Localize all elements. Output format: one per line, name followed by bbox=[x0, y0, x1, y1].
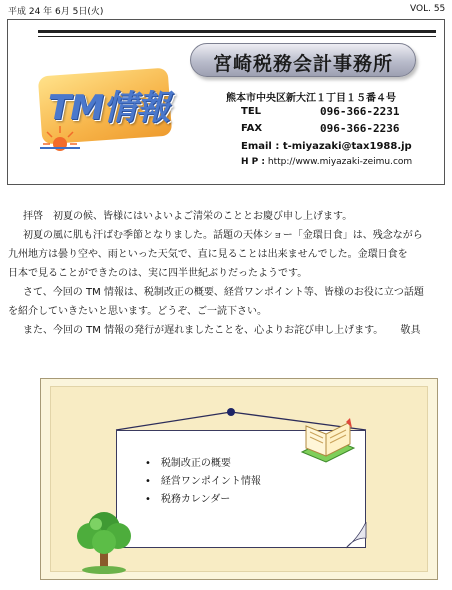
office-name: 宮崎税務会計事務所 bbox=[212, 53, 393, 75]
homepage-url[interactable]: http://www.miyazaki-zeimu.com bbox=[267, 157, 413, 167]
letter-line bbox=[8, 321, 444, 340]
letter-line: 拝啓 初夏の候、皆様にはいよいよご清栄のこととお慶び申し上げます。 bbox=[23, 211, 353, 222]
homepage-label: H P : bbox=[241, 157, 265, 167]
page-curl-icon bbox=[340, 520, 368, 550]
issue-date: 平成 24 年 6月 5日(火) bbox=[8, 7, 104, 17]
letter-line: 九州地方は曇り空や、雨といった天気で、直に見ることは出来ませんでした。金環日食を bbox=[8, 249, 408, 260]
fax-number: 096-366-2236 bbox=[320, 122, 400, 135]
letter-line: 日本で見ることができたのは、実に四半世紀ぶりだったようです。 bbox=[8, 268, 308, 279]
masthead-rule-thick bbox=[38, 30, 436, 33]
email-address[interactable]: Email : t-miyazaki@tax1988.jp bbox=[241, 141, 412, 152]
volume-number: VOL. 55 bbox=[410, 4, 446, 14]
letter-line: さて、今回の TM 情報は、税制改正の概要、経営ワンポイント等、皆様のお役に立つ話題 bbox=[23, 287, 424, 298]
tm-info-logo: TM情報 bbox=[48, 88, 170, 128]
office-address: 熊本市中央区新大江１丁目１５番４号 bbox=[226, 93, 396, 104]
contents-item: • 経営ワンポイント情報 bbox=[145, 473, 261, 491]
contents-item: • 税制改正の概要 bbox=[145, 455, 261, 473]
letter-line-text: また、今回の TM 情報の発行が遅れましたことを、心よりお詫び申し上げます。 bbox=[23, 325, 384, 336]
masthead-rule-thin bbox=[38, 36, 436, 37]
tel-label: TEL bbox=[241, 106, 262, 117]
contents-item: • 税務カレンダー bbox=[145, 491, 261, 509]
fax-label: FAX bbox=[241, 123, 263, 134]
letter-closing: 敬具 bbox=[400, 325, 421, 336]
homepage-line bbox=[241, 157, 412, 167]
greeting-letter bbox=[8, 207, 444, 340]
open-book-icon bbox=[296, 418, 360, 468]
tel-number: 096-366-2231 bbox=[320, 105, 400, 118]
tree-icon bbox=[70, 506, 138, 576]
letter-line: を紹介していきたいと思います。どうぞ、ご一読下さい。 bbox=[8, 306, 267, 317]
contents-list bbox=[145, 455, 261, 509]
letter-line: 初夏の風に肌も汗ばむ季節となりました。話題の天体ショー「金環日食」は、残念ながら bbox=[23, 230, 423, 241]
